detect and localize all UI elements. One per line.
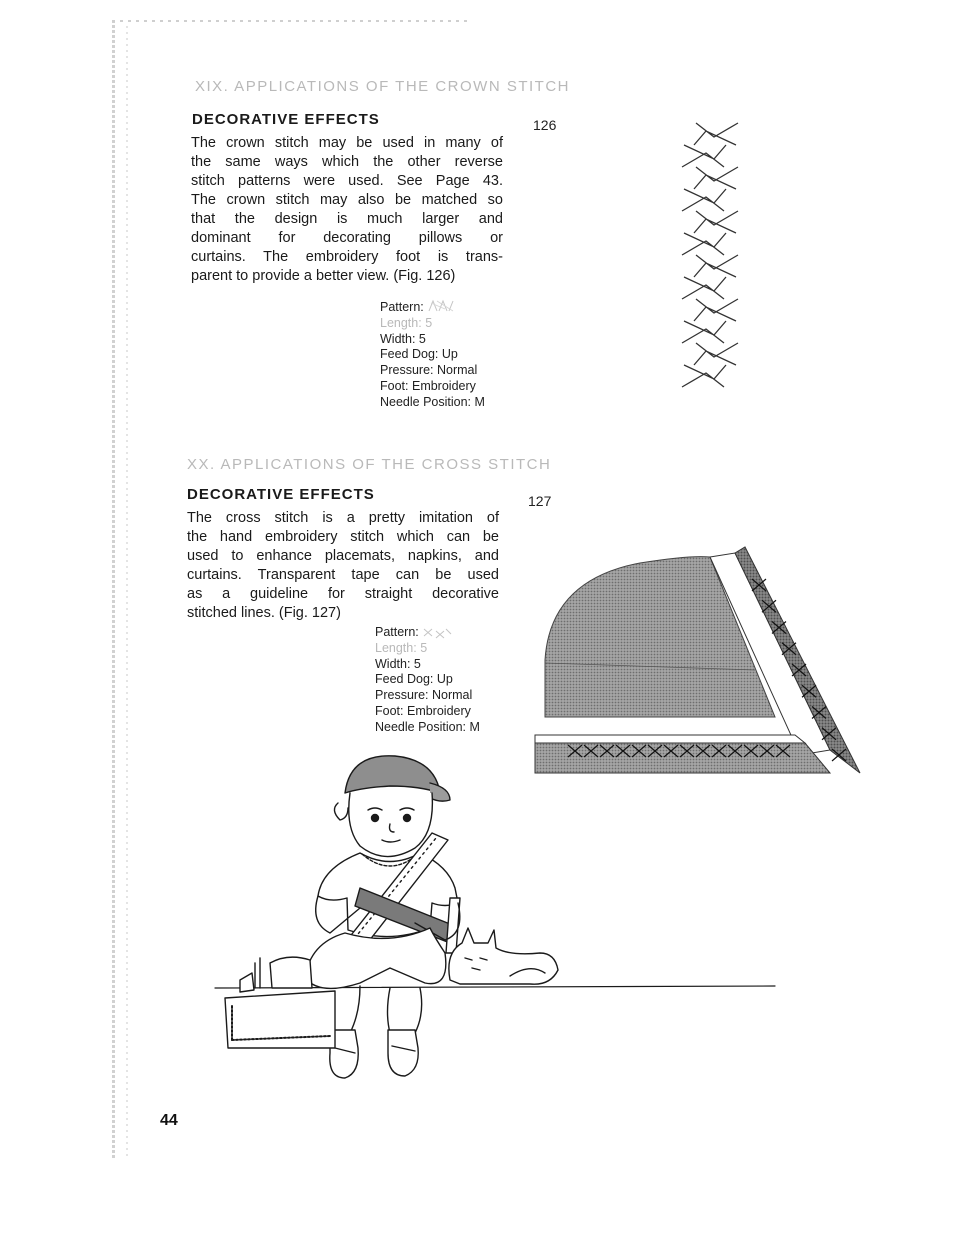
cross-stitch-fabric-illustration [530, 545, 865, 780]
setting-value: M [469, 719, 480, 734]
crown-stitch-mark [694, 123, 738, 145]
setting-width [380, 332, 485, 348]
crown-stitch-mark [682, 365, 726, 387]
section-title-cross-stitch: XX. APPLICATIONS OF THE CROSS STITCH [187, 456, 552, 473]
setting-pattern [375, 624, 480, 641]
setting-value: M [474, 394, 485, 409]
setting-value: Up [441, 347, 458, 362]
section-title-crown-stitch: XIX. APPLICATIONS OF THE CROWN STITCH [195, 78, 570, 95]
crown-stitch-mark [694, 167, 738, 189]
paragraph-line: that the design is much larger and [191, 211, 503, 227]
setting-value: 5 [413, 656, 421, 671]
crown-pattern-icon [427, 299, 457, 313]
setting-label: Width: [380, 331, 416, 346]
crown-stitch-mark [694, 255, 738, 277]
setting-label: Needle Position: [380, 394, 472, 409]
paragraph-line: The crown stitch may also be matched so [191, 192, 503, 208]
crown-stitch-mark [694, 211, 738, 233]
paragraph-line: The crown stitch may be used in many of [191, 135, 503, 151]
setting-feed-dog [375, 672, 480, 688]
paragraph-line: the hand embroidery stitch which can be [187, 529, 499, 545]
paragraph-line: curtains. The embroidery foot is trans- [191, 249, 503, 265]
paragraph-cross-stitch [187, 509, 499, 623]
paragraph-line: as a guideline for straight decorative [187, 586, 499, 602]
cross-pattern-icon [422, 626, 452, 638]
boy-shorts [305, 928, 446, 988]
setting-label: Feed Dog: [375, 672, 434, 687]
heading-decorative-effects-2: DECORATIVE EFFECTS [187, 486, 375, 503]
setting-label: Foot: [380, 378, 409, 393]
paragraph-line: The cross stitch is a pretty imitation of [187, 510, 499, 526]
setting-label: Needle Position: [375, 719, 467, 734]
setting-value: Embroidery [411, 378, 476, 393]
crown-stitch-mark [694, 343, 738, 365]
page-top-edge [112, 20, 472, 22]
page-binding-shadow [126, 20, 128, 1160]
setting-needle-position [375, 720, 480, 736]
paragraph-line: dominant for decorating pillows or [191, 230, 503, 246]
setting-label: Pressure: [380, 363, 434, 378]
setting-length [380, 316, 485, 332]
setting-label: Width: [375, 656, 411, 671]
paragraph-line: stitch patterns were used. See Page 43. [191, 173, 503, 189]
paragraph-line: stitched lines. (Fig. 127) [187, 605, 341, 621]
crown-stitch-mark [682, 145, 726, 167]
settings-cross-stitch [375, 624, 480, 736]
setting-value: Normal [431, 688, 473, 703]
setting-foot [375, 704, 480, 720]
heading-decorative-effects-1: DECORATIVE EFFECTS [192, 111, 380, 128]
setting-value: 5 [420, 640, 428, 655]
setting-label: Length: [380, 315, 422, 330]
paragraph-crown-stitch [191, 134, 503, 286]
setting-value: 5 [425, 315, 433, 330]
crown-stitch-mark [682, 321, 726, 343]
setting-value: Normal [436, 363, 478, 378]
setting-value: Up [436, 672, 453, 687]
paragraph-line: used to enhance placemats, napkins, and [187, 548, 499, 564]
crown-stitch-mark [694, 299, 738, 321]
boy-cap [345, 756, 440, 793]
setting-needle-position [380, 395, 485, 411]
setting-value: Embroidery [406, 703, 471, 718]
setting-pressure [380, 363, 485, 379]
figure-number-126: 126 [533, 117, 557, 133]
setting-foot [380, 379, 485, 395]
paragraph-line: parent to provide a better view. (Fig. 126) [191, 268, 456, 284]
setting-value: 5 [418, 331, 426, 346]
setting-label: Length: [375, 640, 417, 655]
setting-length [375, 641, 480, 657]
setting-feed-dog [380, 347, 485, 363]
setting-width [375, 657, 480, 673]
boy-with-cat-illustration [210, 748, 780, 1086]
cat [449, 928, 558, 984]
page-binding-edge [112, 20, 115, 1160]
setting-pattern [380, 297, 485, 316]
setting-label: Pressure: [375, 688, 429, 703]
crown-stitch-illustration [680, 118, 740, 388]
settings-crown-stitch [380, 297, 485, 411]
paragraph-line: the same ways which the other reverse [191, 154, 503, 170]
setting-label: Pattern: [380, 300, 424, 314]
setting-label: Pattern: [375, 625, 419, 639]
crown-stitch-mark [682, 233, 726, 255]
figure-number-127: 127 [528, 493, 552, 509]
boy-head [349, 793, 433, 857]
crown-stitch-mark [682, 189, 726, 211]
paragraph-line: curtains. Transparent tape can be used [187, 567, 499, 583]
setting-label: Foot: [375, 703, 404, 718]
crown-stitch-mark [682, 277, 726, 299]
setting-pressure [375, 688, 480, 704]
setting-label: Feed Dog: [380, 347, 439, 362]
page-number: 44 [160, 1112, 178, 1129]
